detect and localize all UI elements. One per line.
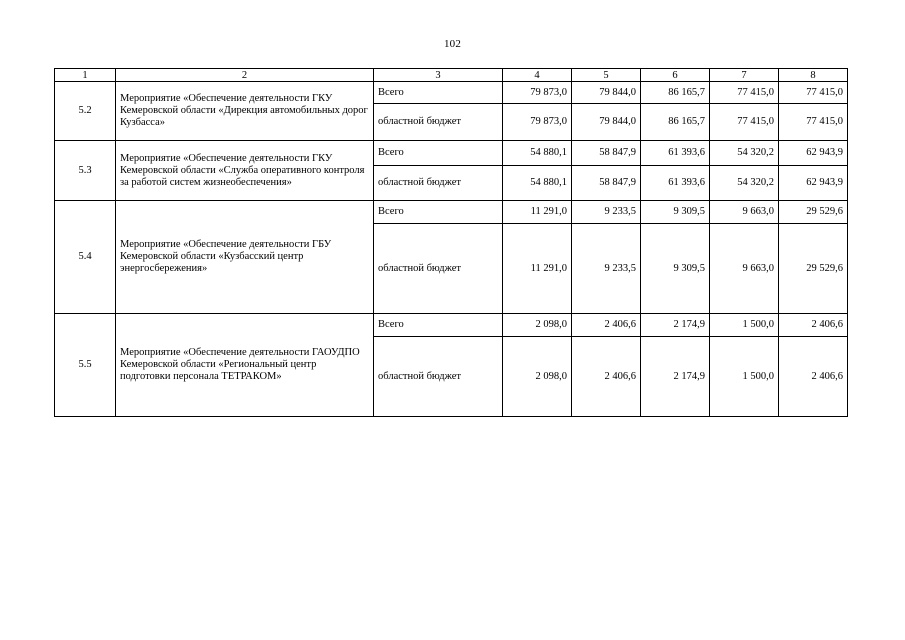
budget-table (54, 68, 848, 417)
value-cell: 77 415,0 (779, 104, 848, 141)
measure-name: Мероприятие «Обеспечение деятельности ГКУ Кемеровской области «Дирекция автомобильных дорог Кузбасса» (116, 82, 374, 141)
value-cell: 2 406,6 (779, 337, 848, 417)
value-cell: 2 406,6 (572, 337, 641, 417)
value-cell: 77 415,0 (710, 82, 779, 104)
value-cell: 11 291,0 (503, 201, 572, 224)
value-cell: 29 529,6 (779, 201, 848, 224)
measure-code: 5.4 (55, 201, 116, 314)
funding-source: областной бюджет (374, 104, 503, 141)
value-cell: 79 873,0 (503, 104, 572, 141)
value-cell: 86 165,7 (641, 104, 710, 141)
funding-source: Всего (374, 82, 503, 104)
value-cell: 2 098,0 (503, 314, 572, 337)
funding-source: областной бюджет (374, 337, 503, 417)
measure-code: 5.5 (55, 314, 116, 417)
measure-name: Мероприятие «Обеспечение деятельности ГАОУДПО Кемеровской области «Региональный центр подготовки персонала ТЕТРАКОМ» (116, 314, 374, 417)
funding-source: Всего (374, 141, 503, 166)
value-cell: 9 663,0 (710, 201, 779, 224)
value-cell: 2 174,9 (641, 314, 710, 337)
header-cell: 7 (710, 69, 779, 82)
funding-source: Всего (374, 314, 503, 337)
value-cell: 2 406,6 (572, 314, 641, 337)
header-cell: 1 (55, 69, 116, 82)
value-cell: 77 415,0 (779, 82, 848, 104)
value-cell: 77 415,0 (710, 104, 779, 141)
table-row (55, 82, 848, 104)
value-cell: 9 233,5 (572, 224, 641, 314)
value-cell: 79 844,0 (572, 82, 641, 104)
funding-source: областной бюджет (374, 166, 503, 201)
value-cell: 62 943,9 (779, 141, 848, 166)
value-cell: 54 320,2 (710, 166, 779, 201)
funding-source: областной бюджет (374, 224, 503, 314)
table-row (55, 201, 848, 224)
value-cell: 1 500,0 (710, 337, 779, 417)
header-cell: 4 (503, 69, 572, 82)
value-cell: 1 500,0 (710, 314, 779, 337)
header-cell: 8 (779, 69, 848, 82)
measure-name: Мероприятие «Обеспечение деятельности ГБУ Кемеровской области «Кузбасский центр энергосбережения» (116, 201, 374, 314)
measure-code: 5.3 (55, 141, 116, 201)
value-cell: 9 309,5 (641, 224, 710, 314)
value-cell: 9 233,5 (572, 201, 641, 224)
value-cell: 2 098,0 (503, 337, 572, 417)
value-cell: 54 880,1 (503, 141, 572, 166)
value-cell: 29 529,6 (779, 224, 848, 314)
value-cell: 54 320,2 (710, 141, 779, 166)
table-row (55, 314, 848, 337)
header-cell: 6 (641, 69, 710, 82)
value-cell: 62 943,9 (779, 166, 848, 201)
value-cell: 2 406,6 (779, 314, 848, 337)
header-row (55, 69, 848, 82)
measure-code: 5.2 (55, 82, 116, 141)
value-cell: 9 663,0 (710, 224, 779, 314)
measure-name: Мероприятие «Обеспечение деятельности ГКУ Кемеровской области «Служба оперативного контроля за работой систем жизнеобеспечения» (116, 141, 374, 201)
header-cell: 2 (116, 69, 374, 82)
value-cell: 11 291,0 (503, 224, 572, 314)
value-cell: 61 393,6 (641, 141, 710, 166)
funding-source: Всего (374, 201, 503, 224)
value-cell: 79 844,0 (572, 104, 641, 141)
header-cell: 3 (374, 69, 503, 82)
value-cell: 54 880,1 (503, 166, 572, 201)
value-cell: 58 847,9 (572, 166, 641, 201)
table-row (55, 141, 848, 166)
page-number: 102 (443, 38, 462, 50)
value-cell: 9 309,5 (641, 201, 710, 224)
value-cell: 61 393,6 (641, 166, 710, 201)
header-cell: 5 (572, 69, 641, 82)
value-cell: 2 174,9 (641, 337, 710, 417)
value-cell: 86 165,7 (641, 82, 710, 104)
value-cell: 79 873,0 (503, 82, 572, 104)
value-cell: 58 847,9 (572, 141, 641, 166)
